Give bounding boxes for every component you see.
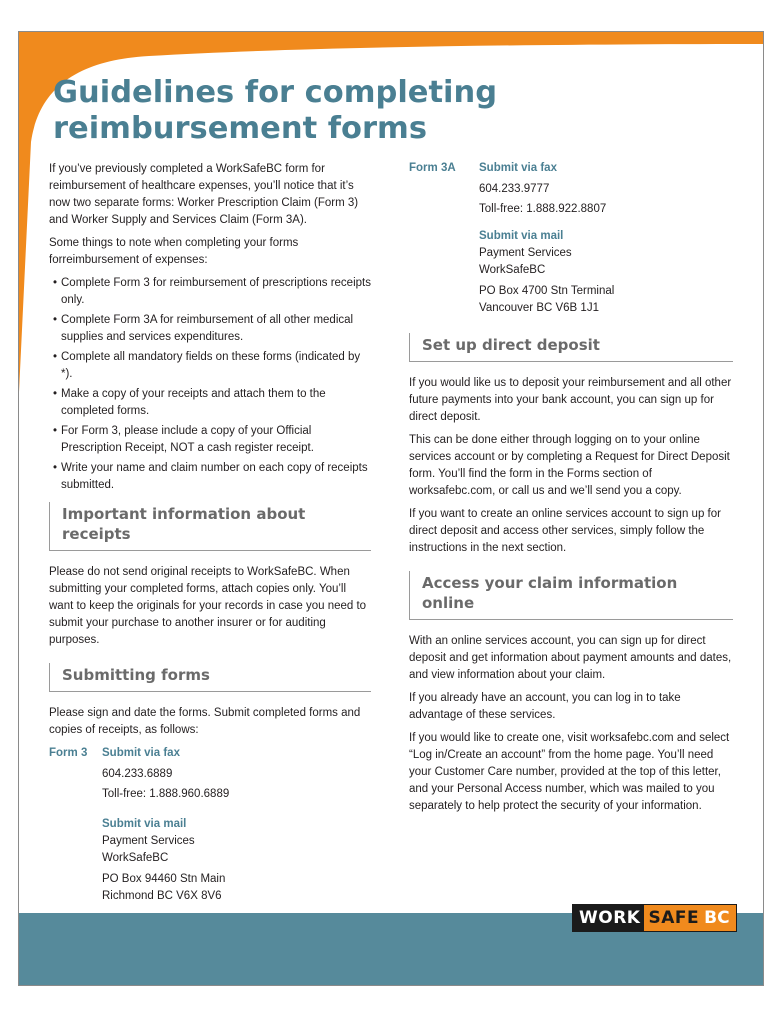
form3-mail-line3: PO Box 94460 Stn Main <box>102 873 226 885</box>
form3a-mail-line4: Vancouver BC V6B 1J1 <box>479 302 599 314</box>
form3-mail-line2: WorkSafeBC <box>102 852 169 864</box>
deposit-paragraph-2: This can be done either through logging on to your online services account or by completing a Request for Direct Deposit form. You’ll find the form in the Forms section of worksafebc.com, or call us and we’ll send you a copy. <box>409 434 730 497</box>
form3a-mail-line3: PO Box 4700 Stn Terminal <box>479 285 615 297</box>
receipts-heading: Important information about receipts <box>49 502 371 551</box>
form3-details <box>102 745 371 905</box>
form3a-mail-line2: WorkSafeBC <box>479 264 546 276</box>
worksafebc-logo <box>572 904 737 932</box>
form3-fax-number: 604.233.6889 <box>102 768 173 780</box>
form3-mail-line4: Richmond BC V6X 8V6 <box>102 890 222 902</box>
intro-paragraph: If you’ve previously completed a WorkSafeBC form for reimbursement of healthcare expenses, you’ll notice that it’s now two separate forms: Worker Prescription Claim (Form 3) and Worker Supply and Services Claim (Form 3A). <box>49 163 359 226</box>
deposit-paragraph-3: If you want to create an online services account to sign up for direct deposit and access other services, simply follow the instructions in the next section. <box>409 508 721 554</box>
form3a-mail-heading: Submit via mail <box>479 230 564 242</box>
list-item: • Complete Form 3A for reimbursement of all other medical supplies and services expenditures. <box>49 312 371 346</box>
deposit-heading: Set up direct deposit <box>409 333 733 362</box>
left-column <box>49 161 371 905</box>
right-column <box>409 160 733 821</box>
list-item: • Complete all mandatory fields on these forms (indicated by *). <box>49 349 371 383</box>
page-title: Guidelines for completing reimbursement forms <box>53 75 498 146</box>
form3a-fax-heading: Submit via fax <box>479 162 557 174</box>
list-item: • For Form 3, please include a copy of your Official Prescription Receipt, NOT a cash register receipt. <box>49 423 371 457</box>
form3-mail-heading: Submit via mail <box>102 818 187 830</box>
notes-list <box>49 275 371 494</box>
form3a-mail-line1: Payment Services <box>479 247 572 259</box>
form3-fax-heading: Submit via fax <box>102 747 180 759</box>
submitting-body: Please sign and date the forms. Submit completed forms and copies of receipts, as follows: <box>49 707 361 736</box>
logo-safe-text: SAFE <box>644 905 702 931</box>
form3a-fax-number: 604.233.9777 <box>479 183 550 195</box>
form3-tollfree: Toll-free: 1.888.960.6889 <box>102 788 230 800</box>
form3a-block <box>409 160 733 317</box>
form3-label: Form 3 <box>49 747 88 759</box>
access-paragraph-2: If you already have an account, you can log in to take advantage of these services. <box>409 692 681 721</box>
list-item: • Complete Form 3 for reimbursement of prescriptions receipts only. <box>49 275 371 309</box>
access-heading: Access your claim information online <box>409 571 733 620</box>
form3-mail-line1: Payment Services <box>102 835 195 847</box>
submitting-heading: Submitting forms <box>49 663 371 692</box>
form3a-tollfree: Toll-free: 1.888.922.8807 <box>479 203 607 215</box>
list-item: • Write your name and claim number on each copy of receipts submitted. <box>49 460 371 494</box>
receipts-body: Please do not send original receipts to WorkSafeBC. When submitting your completed forms, attach copies only. You’ll want to keep the originals for your records in case you need to submit your purchase to another insurer or for auditing purposes. <box>49 566 367 646</box>
logo-work-text: WORK <box>573 905 644 931</box>
deposit-paragraph-1: If you would like us to deposit your reimbursement and all other future payments into your bank account, you can sign up for direct deposit. <box>409 377 732 423</box>
notes-intro: Some things to note when completing your forms forreimbursement of expenses: <box>49 237 299 266</box>
list-item: • Make a copy of your receipts and attach them to the completed forms. <box>49 386 371 420</box>
form3-block <box>49 745 371 905</box>
form3a-label: Form 3A <box>409 162 456 174</box>
form3a-details <box>479 160 733 317</box>
logo-bc-text: BC <box>702 905 735 931</box>
access-paragraph-3: If you would like to create one, visit worksafebc.com and select “Log in/Create an account” from the home page. You’ll need your Customer Care number, provided at the top of this letter, and your Personal Access number, which was mailed to you separately to help protect the security of your information. <box>409 732 730 812</box>
access-paragraph-1: With an online services account, you can sign up for direct deposit and get information about payment amounts and dates, and view information about your claim. <box>409 635 732 681</box>
